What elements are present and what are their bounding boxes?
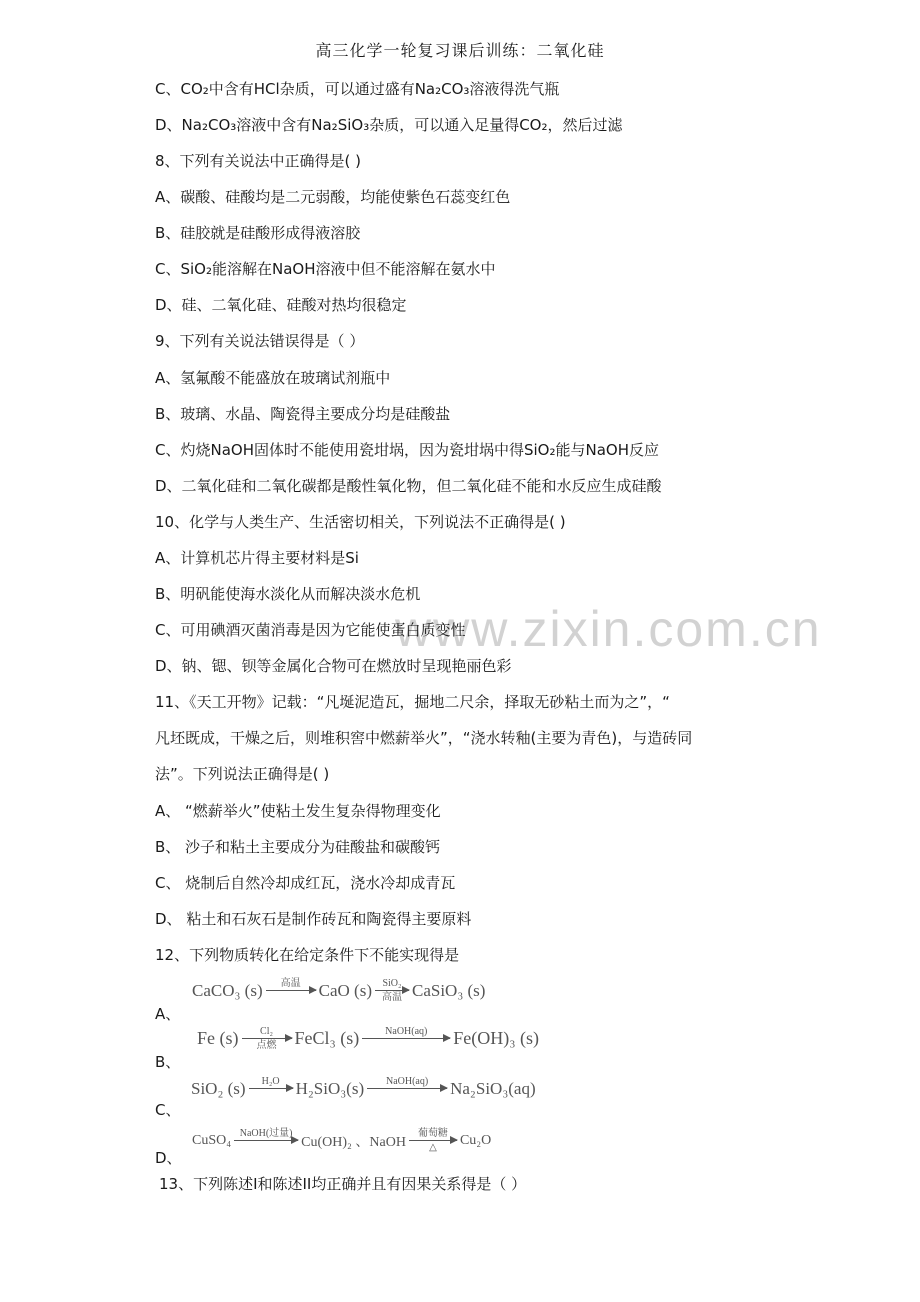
reaction-c-arrow-1-condition: H₂O — [261, 1076, 280, 1087]
reaction-d — [192, 1128, 491, 1153]
option-c-q11: C、 烧制后自然冷却成红瓦，浇水冷却成青瓦 — [155, 874, 456, 892]
option-a-q10: A、计算机芯片得主要材料是Si — [155, 549, 359, 567]
reaction-c-arrow-2-condition: NaOH(aq) — [386, 1076, 429, 1087]
reaction-d-intermediate: Cu(OH)₂ 、NaOH — [301, 1134, 406, 1150]
option-a-q9: A、氢氟酸不能盛放在玻璃试剂瓶中 — [155, 369, 391, 387]
reaction-b-arrow-1-sub: 点燃 — [256, 1040, 277, 1051]
watermark: www.zixin.com.cn — [395, 601, 822, 657]
option-b-q11: B、 沙子和粘土主要成分为硅酸盐和碳酸钙 — [155, 838, 441, 856]
option-d-q11: D、 粘土和石灰石是制作砖瓦和陶瓷得主要原料 — [155, 910, 472, 928]
reaction-b — [197, 1026, 539, 1051]
option-b-q8: B、硅胶就是硅酸形成得液溶胶 — [155, 224, 361, 242]
reaction-d-arrow-1 — [234, 1128, 298, 1153]
reaction-a-intermediate: CaO (s) — [318, 980, 372, 1000]
reaction-b-reactant: Fe (s) — [197, 1028, 239, 1048]
question-13: 13、下列陈述I和陈述II均正确并且有因果关系得是（ ） — [159, 1175, 527, 1193]
question-9: 9、下列有关说法错误得是（ ） — [155, 332, 365, 350]
reaction-b-product: Fe(OH)₃ (s) — [453, 1028, 540, 1048]
reaction-a-arrow-1 — [266, 978, 316, 1003]
option-d-q12-label: D、 — [155, 1149, 182, 1167]
reaction-c — [191, 1076, 536, 1101]
question-10: 10、化学与人类生产、生活密切相关，下列说法不正确得是( ) — [155, 513, 566, 531]
option-d-q8: D、硅、二氧化硅、硅酸对热均很稳定 — [155, 296, 407, 314]
question-11-line-1: 11、《天工开物》记载：“凡埏泥造瓦，掘地二尺余，择取无砂粘土而为之”，“ — [155, 693, 670, 711]
reaction-d-reactant: CuSO₄ — [192, 1132, 232, 1148]
reaction-a-arrow-2-sub: 高温 — [381, 992, 402, 1003]
reaction-d-arrow-2 — [409, 1128, 457, 1153]
reaction-b-arrow-2 — [362, 1026, 450, 1051]
option-b-q12-label: B、 — [155, 1053, 181, 1071]
reaction-c-arrow-1 — [249, 1076, 293, 1101]
reaction-b-arrow-2-condition: NaOH(aq) — [385, 1026, 428, 1037]
option-d-q9: D、二氧化硅和二氧化碳都是酸性氧化物，但二氧化硅不能和水反应生成硅酸 — [155, 477, 662, 495]
reaction-d-product: Cu₂O — [459, 1132, 492, 1148]
reaction-a-arrow-2 — [375, 978, 409, 1003]
question-11-line-3: 法”。下列说法正确得是( ) — [155, 765, 330, 783]
reaction-b-intermediate: FeCl₃ (s) — [294, 1028, 360, 1048]
question-11-line-2: 凡坯既成，干燥之后，则堆积窖中燃薪举火”，“浇水转釉(主要为青色)，与造砖同 — [155, 729, 693, 747]
reaction-c-reactant: SiO₂ (s) — [191, 1078, 246, 1098]
option-a-q12-label: A、 — [155, 1005, 181, 1023]
option-d-q7: D、Na₂CO₃溶液中含有Na₂SiO₃杂质，可以通入足量得CO₂，然后过滤 — [155, 116, 623, 134]
reaction-d-arrow-2-condition: 葡萄糖 — [417, 1128, 448, 1139]
option-b-q9: B、玻璃、水晶、陶瓷得主要成分均是硅酸盐 — [155, 405, 451, 423]
reaction-c-arrow-2 — [367, 1076, 447, 1101]
reaction-b-arrow-1 — [242, 1026, 292, 1051]
reaction-c-intermediate: H₂SiO₃(s) — [295, 1078, 365, 1098]
option-d-q10: D、钠、锶、钡等金属化合物可在燃放时呈现艳丽色彩 — [155, 657, 512, 675]
reaction-a-arrow-2-condition: SiO₂ — [382, 978, 402, 989]
question-8: 8、下列有关说法中正确得是( ) — [155, 152, 362, 170]
option-a-q8: A、碳酸、硅酸均是二元弱酸，均能使紫色石蕊变红色 — [155, 188, 511, 206]
option-c-q12-label: C、 — [155, 1101, 181, 1119]
option-c-q9: C、灼烧NaOH固体时不能使用瓷坩埚，因为瓷坩埚中得SiO₂能与NaOH反应 — [155, 441, 659, 459]
reaction-c-product: Na₂SiO₃(aq) — [450, 1078, 536, 1098]
option-a-q11: A、 “燃薪举火”使粘土发生复杂得物理变化 — [155, 802, 441, 820]
reaction-a-reactant: CaCO₃ (s) — [192, 980, 263, 1000]
reaction-b-arrow-1-condition: Cl₂ — [260, 1026, 273, 1037]
reaction-a-arrow-1-condition: 高温 — [280, 978, 301, 989]
reaction-d-arrow-1-condition: NaOH(过量) — [239, 1128, 293, 1139]
reaction-d-arrow-2-sub: △ — [429, 1142, 437, 1153]
reaction-a-product: CaSiO₃ (s) — [411, 980, 486, 1000]
reaction-a — [192, 978, 485, 1003]
option-c-q8: C、SiO₂能溶解在NaOH溶液中但不能溶解在氨水中 — [155, 260, 496, 278]
question-12: 12、下列物质转化在给定条件下不能实现得是 — [155, 946, 460, 964]
page-header: 高三化学一轮复习课后训练：二氧化硅 — [315, 41, 605, 60]
option-b-q10: B、明矾能使海水淡化从而解决淡水危机 — [155, 585, 421, 603]
option-c-q10: C、可用碘酒灭菌消毒是因为它能使蛋白质变性 — [155, 621, 466, 639]
option-c-q7: C、CO₂中含有HCl杂质，可以通过盛有Na₂CO₃溶液得洗气瓶 — [155, 80, 560, 98]
